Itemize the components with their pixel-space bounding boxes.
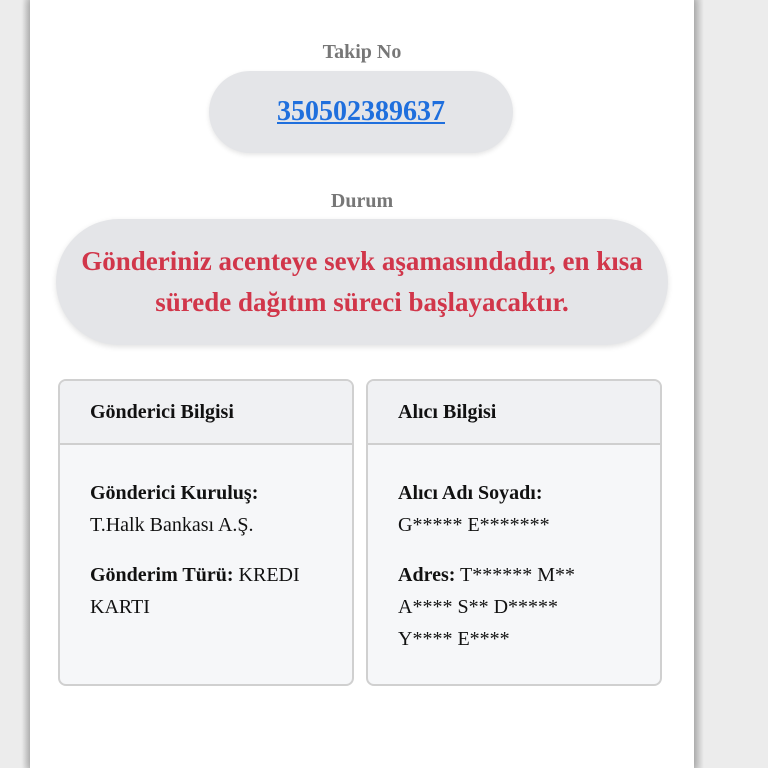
sender-institution-label: Gönderici Kuruluş: <box>90 482 259 504</box>
page-right-shadow <box>694 0 704 768</box>
tracking-page <box>30 0 694 768</box>
shipment-type-label: Gönderim Türü: <box>90 564 234 586</box>
status-message: Gönderiniz acenteye sevk aşamasındadır, en kısa sürede dağıtım süreci başlayacaktır. <box>81 246 643 317</box>
tracking-number-pill <box>209 71 513 153</box>
receiver-card-body <box>368 445 660 655</box>
shipment-type-value: KREDI KARTI <box>90 564 300 618</box>
receiver-address-field <box>398 559 598 655</box>
sender-info-card <box>58 379 354 686</box>
receiver-address-label: Adres: <box>398 564 456 586</box>
receiver-card-title: Alıcı Bilgisi <box>368 381 660 445</box>
tracking-number-link[interactable]: 350502389637 <box>277 96 445 127</box>
shipment-type-field <box>90 559 322 623</box>
tracking-number-label: Takip No <box>322 41 402 63</box>
sender-institution-field <box>90 477 322 541</box>
receiver-name-value: G***** E******* <box>398 514 550 536</box>
receiver-info-card <box>366 379 662 686</box>
receiver-address-value: T****** M** A**** S** D***** Y**** E**** <box>398 564 576 650</box>
receiver-name-field <box>398 477 630 541</box>
status-label: Durum <box>330 190 394 212</box>
status-pill <box>56 219 668 345</box>
page-left-shadow <box>22 0 30 768</box>
sender-institution-value: T.Halk Bankası A.Ş. <box>90 514 254 536</box>
sender-card-title: Gönderici Bilgisi <box>60 381 352 445</box>
sender-card-body <box>60 445 352 623</box>
receiver-name-label: Alıcı Adı Soyadı: <box>398 482 543 504</box>
